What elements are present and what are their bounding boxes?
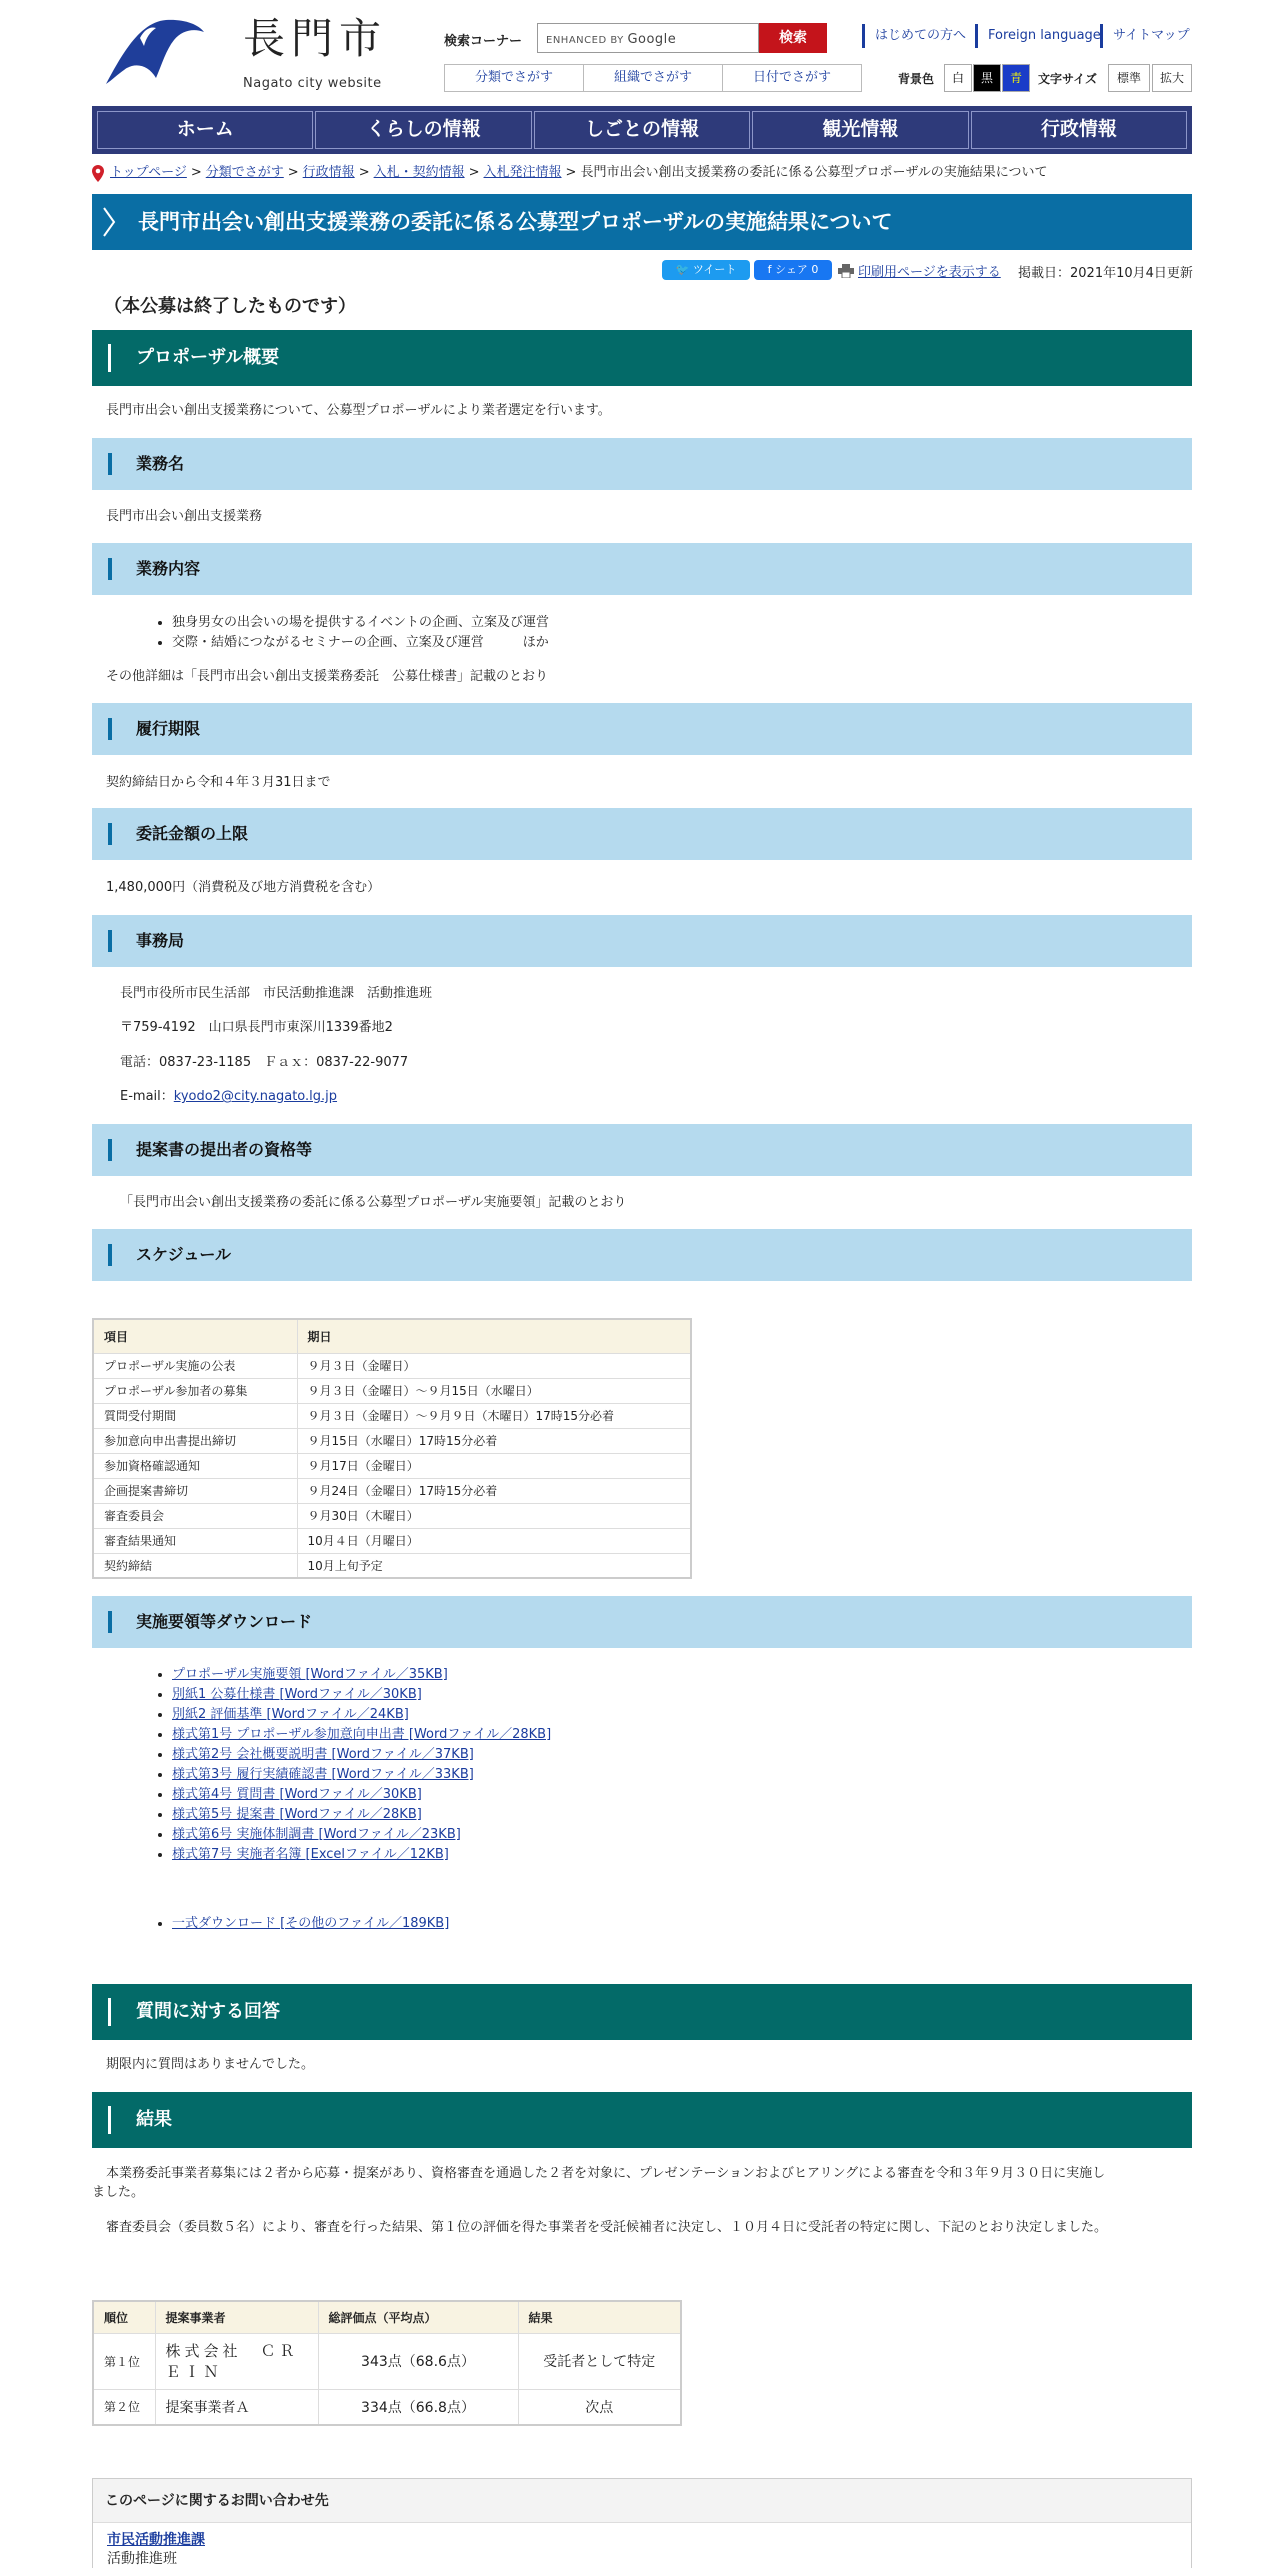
site-logo-subtitle: Nagato city website — [243, 76, 382, 91]
download-link[interactable]: 様式第5号 提案書 [Wordファイル／28KB] — [172, 1807, 422, 1822]
notice-ended: （本公募は終了したものです） — [104, 296, 356, 317]
breadcrumb-bidding[interactable]: 入札・契約情報 — [373, 165, 465, 180]
site-header — [0, 0, 1284, 106]
list-item — [172, 1745, 551, 1765]
list-item — [172, 1805, 551, 1825]
heading-amount: 委託金額の上限 — [92, 808, 1192, 860]
project-name-text: 長門市出会い創出支援業務 — [106, 509, 263, 524]
table-cell: 10月４日（月曜日） — [297, 1528, 691, 1553]
download-link[interactable]: プロポーザル実施要領 [Wordファイル／35KB] — [172, 1667, 448, 1682]
table-cell: 10月上旬予定 — [297, 1553, 691, 1578]
list-item — [172, 1825, 551, 1845]
download-list — [172, 1665, 551, 1865]
breadcrumb-separator: > — [468, 165, 480, 180]
topnav-sitemap-link[interactable]: サイトマップ — [1100, 24, 1190, 48]
table-row — [93, 1553, 691, 1578]
table-cell: 第２位 — [93, 2389, 155, 2425]
heading-period: 履行期限 — [92, 703, 1192, 755]
table-header-row — [93, 2301, 681, 2333]
breadcrumb-separator: > — [287, 165, 299, 180]
breadcrumb-current: 長門市出会い創出支援業務の委託に係る公募型プロポーザルの実施結果について — [580, 165, 1048, 180]
table-row — [93, 1428, 691, 1453]
list-item — [172, 1665, 551, 1685]
office-email — [120, 1087, 337, 1107]
table-cell: プロポーザル参加者の募集 — [93, 1378, 297, 1403]
table-cell: プロポーザル実施の公表 — [93, 1353, 297, 1378]
search-by-date-link[interactable]: 日付でさがす — [752, 70, 831, 85]
heading-downloads: 実施要領等ダウンロード — [92, 1596, 1192, 1648]
email-link[interactable]: kyodo2@city.nagato.lg.jp — [173, 1089, 338, 1104]
download-link[interactable]: 様式第2号 会社概要説明書 [Wordファイル／37KB] — [172, 1747, 474, 1762]
download-link[interactable]: 様式第3号 履行実績確認書 [Wordファイル／33KB] — [172, 1767, 474, 1782]
table-cell: 次点 — [518, 2389, 681, 2425]
project-content-note: その他詳細は「長門市出会い創出支援業務委託 公募仕様書」記載のとおり — [106, 669, 549, 684]
contact-heading: このページに関するお問い合わせ先 — [93, 2479, 1191, 2523]
search-button[interactable]: 検索 — [759, 23, 827, 53]
download-link[interactable]: 様式第4号 質問書 [Wordファイル／30KB] — [172, 1787, 422, 1802]
table-cell: 企画提案書締切 — [93, 1478, 297, 1503]
list-item — [172, 1914, 449, 1934]
overview-text: 長門市出会い創出支援業務について、公募型プロポーザルにより業者選定を行います。 — [106, 403, 611, 418]
table-row — [93, 1478, 691, 1503]
gnav-business[interactable]: しごとの情報 — [534, 111, 750, 149]
table-cell: 参加資格確認通知 — [93, 1453, 297, 1478]
download-link[interactable]: 別紙2 評価基準 [Wordファイル／24KB] — [172, 1707, 409, 1722]
office-line: 長門市役所市民生活部 市民活動推進課 活動推進班 — [120, 986, 433, 1001]
contact-team: 活動推進班 — [107, 2551, 177, 2567]
table-cell: ９月３日（金曜日）～９月15日（水曜日） — [297, 1378, 691, 1403]
table-cell: 審査委員会 — [93, 1503, 297, 1528]
bg-white-button[interactable]: 白 — [944, 64, 972, 92]
result-text-2: 審査委員会（委員数５名）により、審査を行った結果、第１位の評価を得た事業者を受託候補者に決定し、１０月４日に受託者の特定に関し、下記のとおり決定しました。 — [106, 2220, 1108, 2235]
table-cell: 受託者として特定 — [518, 2333, 681, 2389]
heading-qa: 質問に対する回答 — [92, 1984, 1192, 2040]
table-header-cell: 項目 — [93, 1319, 297, 1353]
table-cell: ９月24日（金曜日）17時15分必着 — [297, 1478, 691, 1503]
breadcrumb-separator: > — [358, 165, 370, 180]
download-link[interactable]: 様式第6号 実施体制調書 [Wordファイル／23KB] — [172, 1827, 461, 1842]
city-logo-icon[interactable] — [104, 14, 204, 86]
heading-office: 事務局 — [92, 915, 1192, 967]
table-row — [93, 2389, 681, 2425]
twitter-bird-icon: 🐦 — [675, 263, 690, 276]
font-size-label: 文字サイズ — [1038, 72, 1098, 86]
period-text: 契約締結日から令和４年３月31日まで — [106, 775, 331, 790]
table-header-cell: 結果 — [518, 2301, 681, 2333]
facebook-share-button[interactable] — [754, 260, 832, 280]
list-item — [172, 1685, 551, 1705]
amount-text: 1,480,000円（消費税及び地方消費税を含む） — [106, 880, 381, 895]
table-cell: ９月15日（水曜日）17時15分必着 — [297, 1428, 691, 1453]
heading-project-name: 業務名 — [92, 438, 1192, 490]
tweet-button[interactable] — [662, 260, 750, 280]
office-line: 〒759-4192 山口県長門市東深川1339番地2 — [120, 1020, 393, 1035]
download-all-list — [172, 1914, 449, 1934]
office-line: 電話：0837-23-1185 Ｆａｘ：0837-22-9077 — [120, 1055, 409, 1070]
list-item — [172, 1705, 551, 1725]
table-header-cell: 順位 — [93, 2301, 155, 2333]
table-row — [93, 1403, 691, 1428]
print-link[interactable] — [838, 261, 1001, 280]
table-header-cell: 提案事業者 — [155, 2301, 318, 2333]
list-item — [172, 1725, 551, 1745]
table-cell: ９月３日（金曜日）～９月９日（木曜日）17時15分必着 — [297, 1403, 691, 1428]
list-item: • 交際・結婚につながるセミナーの企画、立案及び運営 ほか — [172, 633, 549, 653]
table-cell: 株式会社 ＣＲＥＩＮ — [155, 2333, 318, 2389]
table-cell: 提案事業者Ａ — [155, 2389, 318, 2425]
page-title — [92, 194, 1192, 250]
heading-schedule: スケジュール — [92, 1229, 1192, 1281]
breadcrumb-category[interactable]: 分類でさがす — [205, 165, 284, 180]
table-cell: 334点（66.8点） — [318, 2389, 518, 2425]
search-input[interactable] — [537, 23, 759, 53]
download-link[interactable]: 別紙1 公募仕様書 [Wordファイル／30KB] — [172, 1687, 422, 1702]
table-cell: 契約締結 — [93, 1553, 297, 1578]
list-item — [172, 1785, 551, 1805]
gnav-tourism[interactable]: 観光情報 — [752, 111, 968, 149]
breadcrumb — [92, 163, 1048, 183]
search-category-nav — [444, 64, 862, 92]
contact-box — [92, 2478, 1192, 2568]
location-pin-icon — [92, 165, 104, 182]
heading-project-content: 業務内容 — [92, 543, 1192, 595]
table-cell: 質問受付期間 — [93, 1403, 297, 1428]
breadcrumb-separator: > — [565, 165, 577, 180]
table-row — [93, 1528, 691, 1553]
qualification-text: 「長門市出会い創出支援業務の委託に係る公募型プロポーザル実施要領」記載のとおり — [120, 1195, 627, 1210]
table-cell: 343点（68.6点） — [318, 2333, 518, 2389]
project-content-list — [172, 613, 549, 653]
search-label: 検索コーナー — [444, 34, 523, 49]
table-row — [93, 1353, 691, 1378]
table-cell: ９月30日（木曜日） — [297, 1503, 691, 1528]
heading-result: 結果 — [92, 2092, 1192, 2148]
table-row — [93, 2333, 681, 2389]
result-text-1-cont: ました。 — [92, 2185, 145, 2200]
schedule-table — [92, 1318, 692, 1579]
list-item — [172, 1845, 551, 1865]
search-by-organization-link[interactable]: 組織でさがす — [584, 65, 723, 91]
table-header-cell: 総評価点（平均点） — [318, 2301, 518, 2333]
breadcrumb-administration[interactable]: 行政情報 — [302, 165, 355, 180]
tweet-label: ツイート — [692, 263, 737, 276]
search-google-label: Google — [627, 32, 677, 47]
share-label: シェア 0 — [775, 263, 819, 276]
topnav-foreign-language-link[interactable]: Foreign language — [975, 24, 1101, 48]
list-item — [172, 1765, 551, 1785]
download-all-link[interactable]: 一式ダウンロード [その他のファイル／189KB] — [172, 1916, 450, 1931]
qa-text: 期限内に質問はありませんでした。 — [106, 2057, 315, 2072]
bg-color-label: 背景色 — [898, 72, 935, 86]
font-standard-button[interactable]: 標準 — [1108, 64, 1150, 92]
search-enhanced-label: ENHANCED BY — [546, 35, 624, 46]
result-table — [92, 2300, 682, 2426]
printer-icon — [838, 264, 854, 278]
breadcrumb-orders[interactable]: 入札発注情報 — [483, 165, 562, 180]
table-cell: 第１位 — [93, 2333, 155, 2389]
gnav-administration[interactable]: 行政情報 — [971, 111, 1187, 149]
topnav-beginners-link[interactable]: はじめての方へ — [862, 24, 966, 48]
table-row — [93, 1453, 691, 1478]
table-cell: 参加意向申出書提出締切 — [93, 1428, 297, 1453]
table-header-row — [93, 1319, 691, 1353]
list-item: • 独身男女の出会いの場を提供するイベントの企画、立案及び運営 — [172, 613, 549, 633]
contact-dept-link[interactable]: 市民活動推進課 — [107, 2532, 205, 2548]
breadcrumb-separator: > — [190, 165, 202, 180]
bg-blue-button[interactable]: 青 — [1002, 64, 1030, 92]
table-header-cell: 期日 — [297, 1319, 691, 1353]
publish-date: 掲載日：2021年10月4日更新 — [1018, 266, 1193, 281]
print-link-text[interactable]: 印刷用ページを表示する — [858, 265, 1001, 280]
font-large-button[interactable]: 拡大 — [1152, 64, 1192, 92]
table-cell: 審査結果通知 — [93, 1528, 297, 1553]
heading-qualification: 提案書の提出者の資格等 — [92, 1124, 1192, 1176]
breadcrumb-top[interactable]: トップページ — [110, 165, 187, 180]
chevron-right-icon — [102, 206, 116, 238]
site-logo-text[interactable]: 長門市 — [243, 14, 388, 63]
email-label: E-mail： — [120, 1089, 174, 1104]
table-cell: ９月17日（金曜日） — [297, 1453, 691, 1478]
download-link[interactable]: 様式第1号 プロポーザル参加意向申出書 [Wordファイル／28KB] — [172, 1727, 552, 1742]
gnav-home[interactable]: ホーム — [97, 111, 313, 149]
download-link[interactable]: 様式第7号 実施者名簿 [Excelファイル／12KB] — [172, 1847, 449, 1862]
bg-black-button[interactable]: 黒 — [973, 64, 1001, 92]
global-nav — [92, 106, 1192, 154]
result-text-1: 本業務委託事業者募集には２者から応募・提案があり、資格審査を通過した２者を対象に、プレゼンテーションおよびヒアリングによる審査を令和３年９月３０日に実施し — [106, 2166, 1106, 2181]
heading-overview: プロポーザル概要 — [92, 330, 1192, 386]
table-row — [93, 1378, 691, 1403]
table-cell: ９月３日（金曜日） — [297, 1353, 691, 1378]
table-row — [93, 1503, 691, 1528]
search-by-category-link[interactable]: 分類でさがす — [445, 65, 584, 91]
facebook-icon: f — [767, 263, 772, 276]
gnav-living[interactable]: くらしの情報 — [315, 111, 531, 149]
page-title-text: 長門市出会い創出支援業務の委託に係る公募型プロポーザルの実施結果について — [138, 210, 893, 234]
